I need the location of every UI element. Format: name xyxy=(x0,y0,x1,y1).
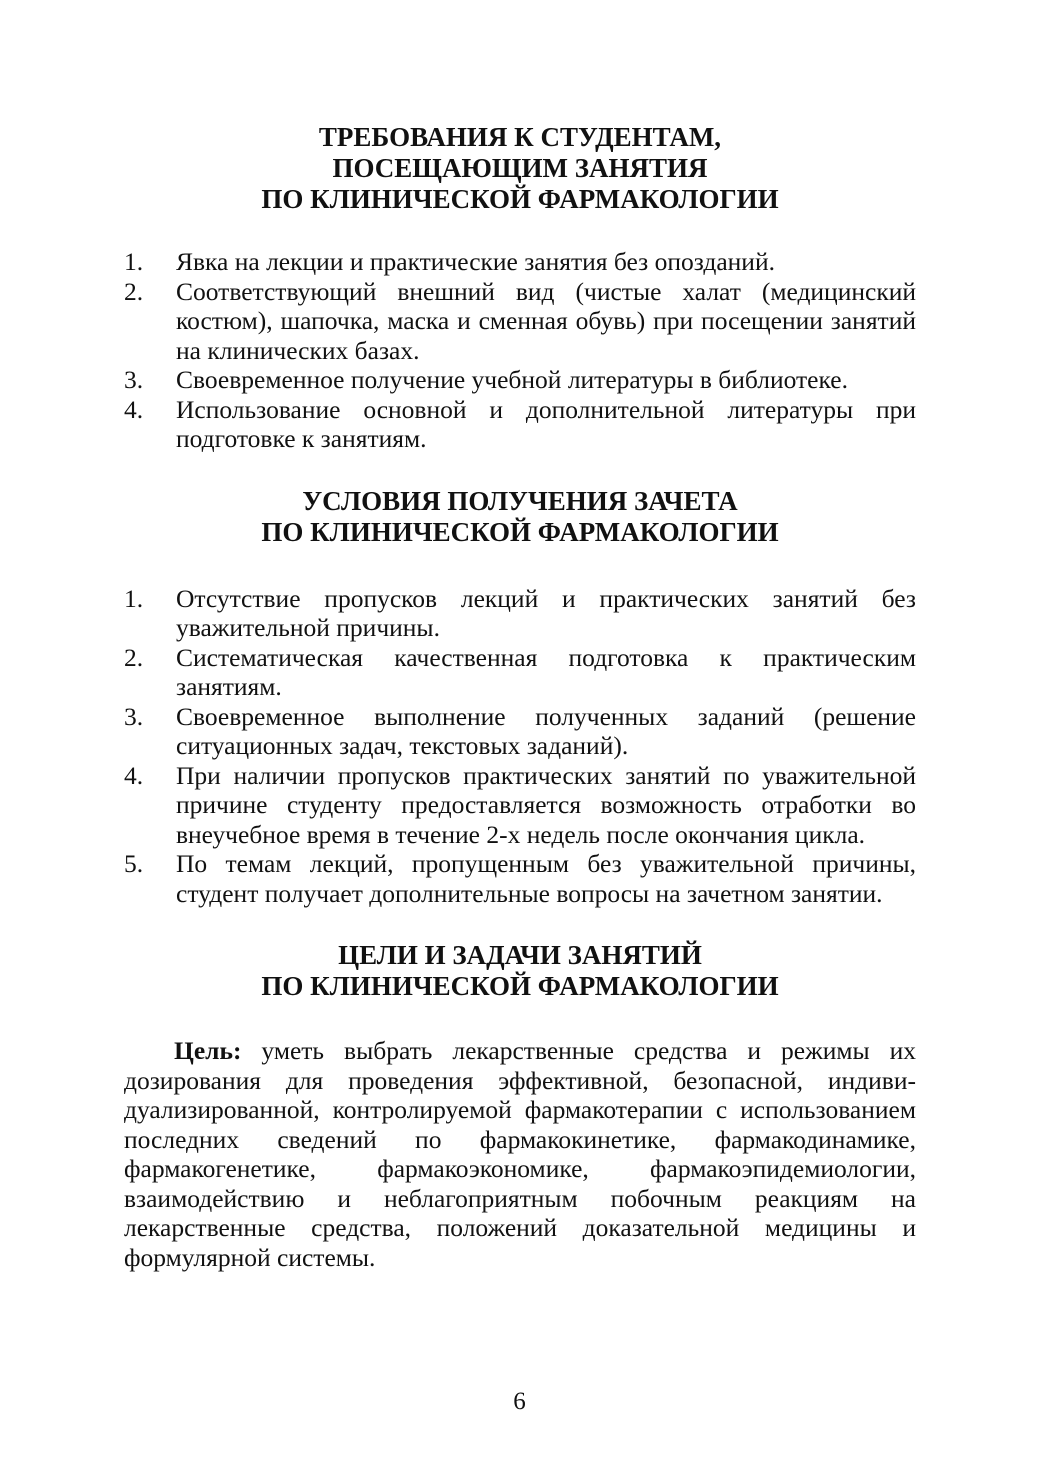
title-line: ПО КЛИНИЧЕСКОЙ ФАРМАКОЛОГИИ xyxy=(261,516,779,547)
list-item xyxy=(124,395,916,454)
list-item xyxy=(124,584,916,643)
credit-conditions-list xyxy=(124,584,916,909)
list-text: Своевременное выполнение полученных заданий (решение ситуационных задач, текстовых заданий). xyxy=(176,701,916,760)
goal-text: уметь выбрать лекарственные средства и режимы их дозирования для проведения эффективной, безопасной, индивидуализированной, контролируемой фармакотерапии с использованием последних сведений по фармакокинетике, фармакодинамике, фармакогенетике, фармакоэкономике, фармакоэпидемиологии, взаимодействию и неблагоприятным побочным реакциям на лекарственные средства, положений доказательной медицины и формулярной системы. xyxy=(124,1036,916,1272)
list-item xyxy=(124,643,916,702)
list-item xyxy=(124,365,916,395)
list-number: 3. xyxy=(124,365,144,394)
title-line: УСЛОВИЯ ПОЛУЧЕНИЯ ЗАЧЕТА xyxy=(302,485,738,516)
list-item xyxy=(124,761,916,850)
list-item xyxy=(124,277,916,366)
page-number: 6 xyxy=(513,1388,526,1415)
list-text: Систематическая качественная подготовка к практическим занятиям. xyxy=(176,642,916,701)
list-text: Соответствующий внешний вид (чистые халат (медицинский костюм), шапочка, маска и сменная обувь) при посещении занятий на клинических базах. xyxy=(176,276,916,365)
list-text: Явка на лекции и практические занятия без опозданий. xyxy=(176,247,775,276)
list-text: Использование основной и дополнительной литературы при подготовке к занятиям. xyxy=(176,394,916,453)
list-number: 1. xyxy=(124,583,144,613)
list-number: 2. xyxy=(124,276,144,306)
title-line: ТРЕБОВАНИЯ К СТУДЕНТАМ, xyxy=(318,122,722,152)
list-text: Отсутствие пропусков лекций и практических занятий без уважительной причины. xyxy=(176,583,916,642)
list-item xyxy=(124,849,916,908)
title-line: ПОСЕЩАЮЩИМ ЗАНЯТИЯ xyxy=(332,153,708,183)
list-number: 3. xyxy=(124,701,144,731)
goal-lead: Цель: xyxy=(174,1036,242,1065)
list-item xyxy=(124,247,916,277)
section-title-requirements xyxy=(124,122,916,215)
page-content xyxy=(124,122,916,1272)
title-line: ЦЕЛИ И ЗАДАЧИ ЗАНЯТИЙ xyxy=(338,940,702,970)
list-number: 1. xyxy=(124,247,144,276)
section-title-goals xyxy=(124,940,916,1002)
list-text: По темам лекций, пропущенным без уважительной причины, студент получает дополнительные вопросы на зачетном занятии. xyxy=(176,849,916,908)
title-line: ПО КЛИНИЧЕСКОЙ ФАРМАКОЛОГИИ xyxy=(261,184,779,214)
list-item xyxy=(124,702,916,761)
list-text: Своевременное получение учебной литературы в библиотеке. xyxy=(176,365,848,394)
list-number: 5. xyxy=(124,849,144,878)
section-title-credit-conditions xyxy=(124,486,916,548)
requirements-list xyxy=(124,247,916,454)
list-number: 4. xyxy=(124,394,144,424)
list-number: 2. xyxy=(124,642,144,672)
list-text: При наличии пропусков практических занятий по уважительной причине студенту предоставляется возможность отработки во внеучебное время в течение 2-х недель после окончания цикла. xyxy=(176,760,916,849)
title-line: ПО КЛИНИЧЕСКОЙ ФАРМАКОЛОГИИ xyxy=(261,971,779,1001)
goal-paragraph xyxy=(124,1036,916,1272)
list-number: 4. xyxy=(124,760,144,790)
